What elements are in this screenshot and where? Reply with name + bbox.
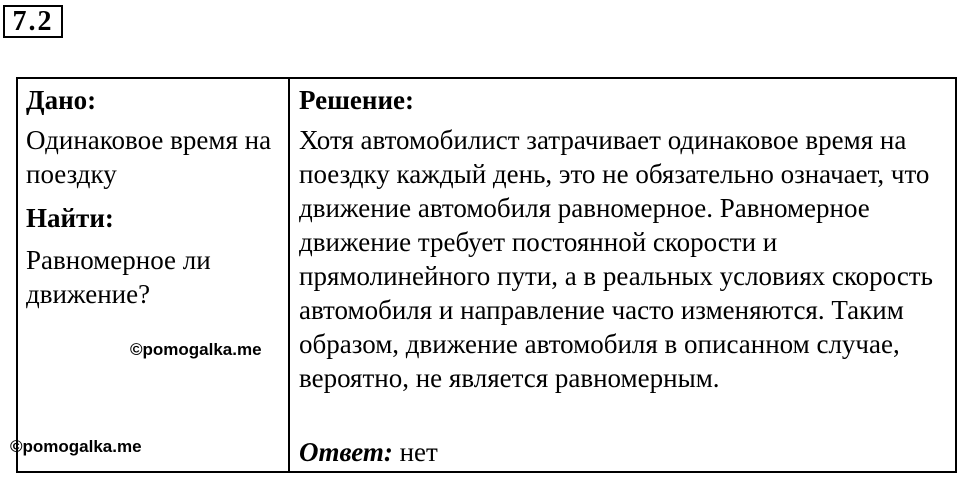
- watermark: ©pomogalka.me: [130, 340, 262, 359]
- find-text: Равномерное ли движение?: [26, 245, 211, 309]
- solution-text: Хотя автомобилист затрачивает одинаковое время на поездку каждый день, это не обязательно означает, что движение автомобиля равномерное. Равномерное движение требует постоянной скорости и прямолинейного пути, а в реальных условиях скорость автомобиля и направление часто изменяются. Таким образом, движение автомобиля в описанном случае, вероятно, не является равномерным.: [299, 125, 933, 393]
- find-heading: Найти:: [26, 203, 114, 233]
- solution-heading: Решение:: [299, 85, 414, 115]
- answer-label: Ответ:: [299, 437, 393, 467]
- watermark: ©pomogalka.me: [10, 437, 142, 456]
- solution-table: [16, 77, 957, 473]
- column-divider: [288, 79, 290, 471]
- given-heading: Дано:: [26, 85, 97, 115]
- given-text: Одинаковое время на поездку: [26, 125, 272, 189]
- problem-number: 7.2: [3, 5, 63, 38]
- answer-line: [299, 435, 438, 469]
- answer-value: нет: [399, 437, 438, 467]
